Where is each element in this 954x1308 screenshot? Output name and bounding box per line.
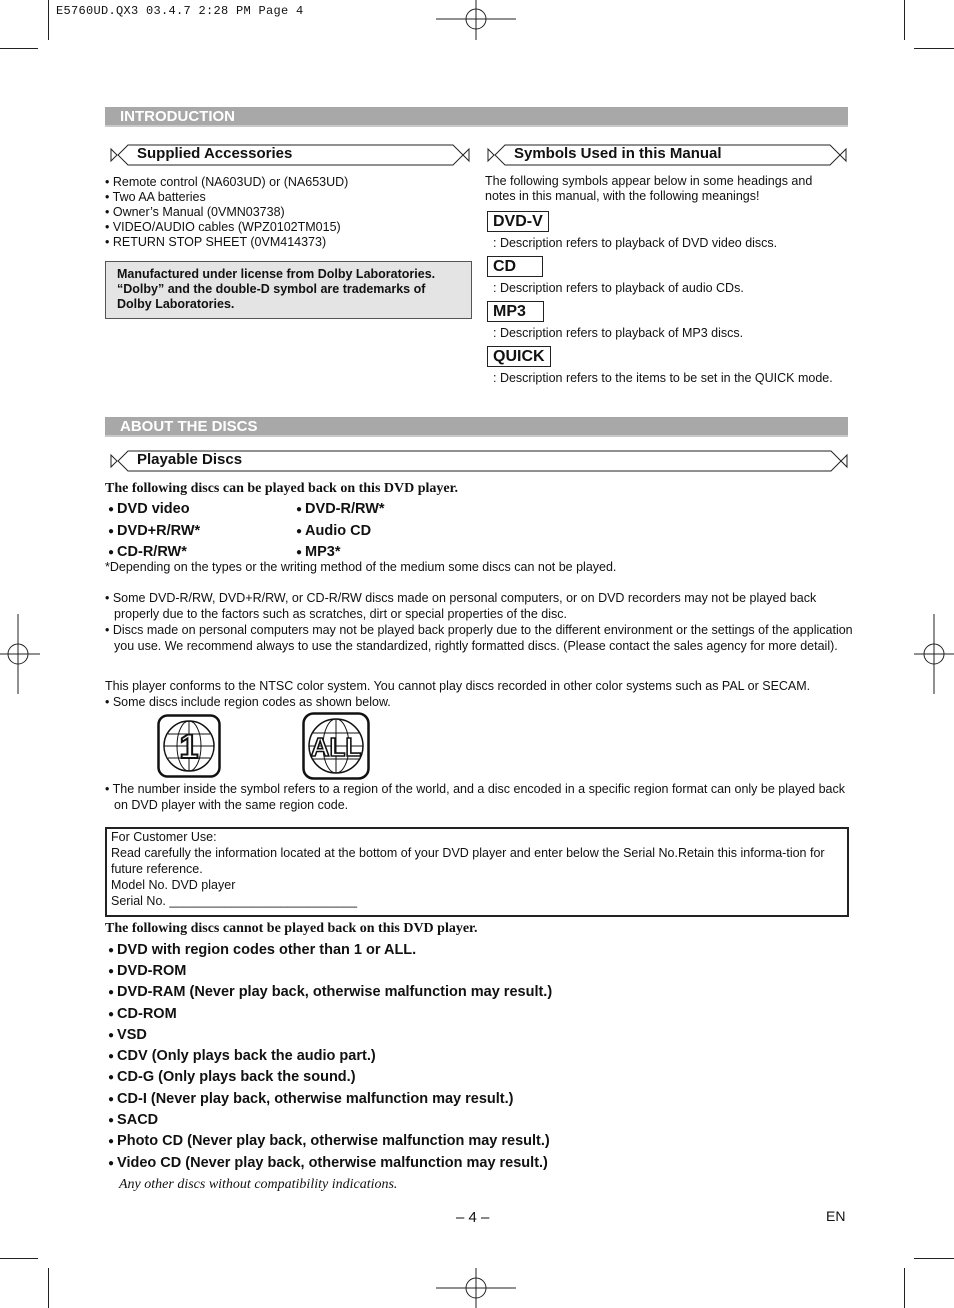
language-code: EN <box>826 1208 846 1224</box>
symbol-tag-mp3: MP3 <box>487 301 544 322</box>
symbol-desc: : Description refers to playback of audio CDs. <box>493 281 744 295</box>
section-title: INTRODUCTION <box>120 108 235 125</box>
list-item: • VIDEO/AUDIO cables (WPZ0102TM015) <box>105 220 341 234</box>
accessories-list <box>105 175 465 250</box>
symbol-desc: : Description refers to playback of DVD video discs. <box>493 236 778 250</box>
playable-disc: ● Audio CD <box>296 523 371 539</box>
crop-mark <box>904 0 905 40</box>
not-playable-lead: The following discs cannot be played back on this DVD player. <box>105 921 478 936</box>
playable-disc: ● DVD+R/RW* <box>108 523 200 539</box>
list-item: • Remote control (NA603UD) or (NA653UD) <box>105 175 349 189</box>
heading-text: Supplied Accessories <box>137 145 293 162</box>
playable-disc: ● DVD-R/RW* <box>296 501 385 517</box>
dolby-license-text: Manufactured under license from Dolby Laboratories. “Dolby” and the double-D symbol are trademarks of Dolby Laboratories. <box>117 267 436 311</box>
compatibility-note: Any other discs without compatibility indications. <box>119 1177 398 1192</box>
playable-disc: ● MP3* <box>296 544 341 560</box>
symbols-intro: The following symbols appear below in some headings and notes in this manual, with the following meanings! <box>485 174 813 203</box>
customer-use-box <box>105 827 849 917</box>
crop-mark <box>0 48 38 49</box>
customer-line: Read carefully the information located at the bottom of your DVD player and enter below the Serial No.Retain this informa-tion for future reference. <box>111 846 825 876</box>
customer-line: Serial No. ___________________________ <box>111 894 358 908</box>
playable-discs-heading <box>108 449 850 473</box>
region-all-globe-icon <box>302 712 370 780</box>
region-code-label: 1 <box>179 728 199 766</box>
crop-mark <box>48 1268 49 1308</box>
crop-mark <box>914 1258 954 1259</box>
not-playable-disc: ● CD-I (Never play back, otherwise malfunction may result.) <box>108 1091 514 1107</box>
customer-line: For Customer Use: <box>111 830 217 844</box>
heading-text: Symbols Used in this Manual <box>514 145 722 162</box>
playable-footnote: *Depending on the types or the writing method of the medium some discs can not be played. <box>105 560 617 574</box>
not-playable-disc: ● Photo CD (Never play back, otherwise malfunction may result.) <box>108 1133 550 1149</box>
customer-use-text <box>111 829 841 909</box>
section-bar-about-discs <box>105 417 848 437</box>
page-number: – 4 – <box>456 1209 490 1226</box>
not-playable-disc: ● DVD-RAM (Never play back, otherwise malfunction may result.) <box>108 984 552 1000</box>
region-intro: • Some discs include region codes as shown below. <box>105 695 391 709</box>
crop-mark <box>48 0 49 40</box>
dolby-license-box <box>105 261 472 319</box>
not-playable-disc: ● VSD <box>108 1027 147 1043</box>
ntsc-note: This player conforms to the NTSC color system. You cannot play discs recorded in other color systems such as PAL or SECAM. <box>105 679 811 693</box>
crop-mark <box>914 48 954 49</box>
not-playable-disc: ● SACD <box>108 1112 158 1128</box>
customer-line: Model No. DVD player <box>111 878 236 892</box>
playable-disc: ● DVD video <box>108 501 190 517</box>
section-bar-introduction <box>105 107 848 127</box>
not-playable-disc: ● DVD with region codes other than 1 or ALL. <box>108 942 416 958</box>
playable-lead: The following discs can be played back on this DVD player. <box>105 481 459 496</box>
symbol-tag-cd: CD <box>487 256 543 277</box>
section-title: ABOUT THE DISCS <box>120 418 258 435</box>
symbol-tag-dvd-v: DVD-V <box>487 211 549 232</box>
crop-mark <box>904 1268 905 1308</box>
symbols-heading <box>485 143 849 167</box>
symbol-desc: : Description refers to playback of MP3 discs. <box>493 326 744 340</box>
symbol-tag-quick: QUICK <box>487 346 551 367</box>
list-item: • Two AA batteries <box>105 190 206 204</box>
playable-bullet: • Some DVD-R/RW, DVD+R/RW, or CD-R/RW discs made on personal computers, or on DVD recorders may not be played back properly due to the factors such as scratches, dirt or special properties of the disc. <box>105 591 817 621</box>
registration-mark-right <box>914 614 954 694</box>
supplied-accessories-heading <box>108 143 472 167</box>
region-code-label: ALL <box>310 732 362 762</box>
not-playable-disc: ● Video CD (Never play back, otherwise malfunction may result.) <box>108 1155 548 1171</box>
not-playable-disc: ● CDV (Only plays back the audio part.) <box>108 1048 376 1064</box>
playable-bullet: • Discs made on personal computers may not be played back properly due to the different environment or the settings of the application you use. We recommend always to use the standardized, rightly formatted discs. (Please contact the sales agency for more detail). <box>105 623 853 653</box>
print-slug: E5760UD.QX3 03.4.7 2:28 PM Page 4 <box>56 4 304 18</box>
registration-mark-bottom <box>436 1268 516 1308</box>
playable-disc: ● CD-R/RW* <box>108 544 187 560</box>
region-note: • The number inside the symbol refers to a region of the world, and a disc encoded in a specific region format can only be played back on DVD player with the same region code. <box>105 782 845 812</box>
not-playable-disc: ● CD-ROM <box>108 1006 177 1022</box>
not-playable-disc: ● CD-G (Only plays back the sound.) <box>108 1069 356 1085</box>
registration-mark-left <box>0 614 40 694</box>
crop-mark <box>0 1258 38 1259</box>
symbol-desc: : Description refers to the items to be set in the QUICK mode. <box>493 371 833 385</box>
heading-text: Playable Discs <box>137 451 243 468</box>
region-1-globe-icon <box>157 714 221 778</box>
list-item: • Owner’s Manual (0VMN03738) <box>105 205 285 219</box>
list-item: • RETURN STOP SHEET (0VM414373) <box>105 235 327 249</box>
registration-mark-top <box>436 0 516 40</box>
not-playable-disc: ● DVD-ROM <box>108 963 186 979</box>
